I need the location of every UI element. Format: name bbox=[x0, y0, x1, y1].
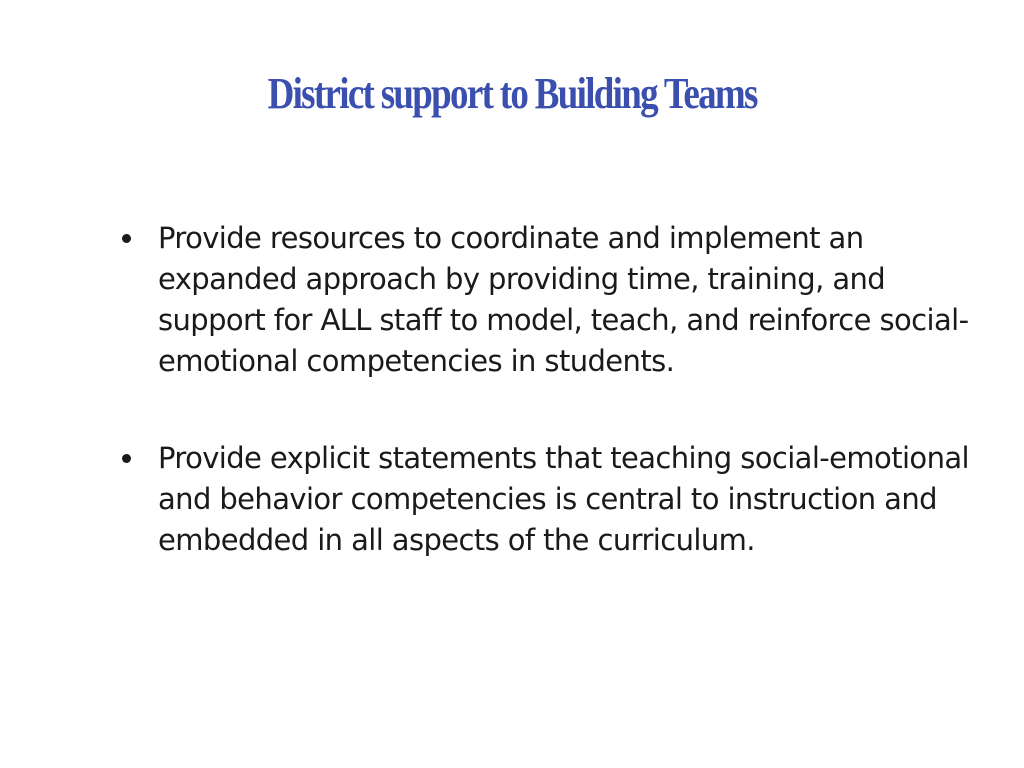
slide-title: District support to Building Teams bbox=[267, 69, 757, 118]
bullet-list bbox=[118, 218, 988, 561]
bullet-dot-icon bbox=[122, 454, 131, 463]
bullet-item bbox=[118, 438, 988, 561]
bullet-text: Provide resources to coordinate and implement an expanded approach by providing time, training, and support for ALL staff to model, teach, and reinforce social-emotional competencies in students. bbox=[158, 221, 969, 378]
bullet-dot-icon bbox=[122, 234, 131, 243]
bullet-text: Provide explicit statements that teaching social-emotional and behavior competencies is central to instruction and embedded in all aspects of the curriculum. bbox=[158, 441, 969, 557]
bullet-item bbox=[118, 218, 988, 382]
